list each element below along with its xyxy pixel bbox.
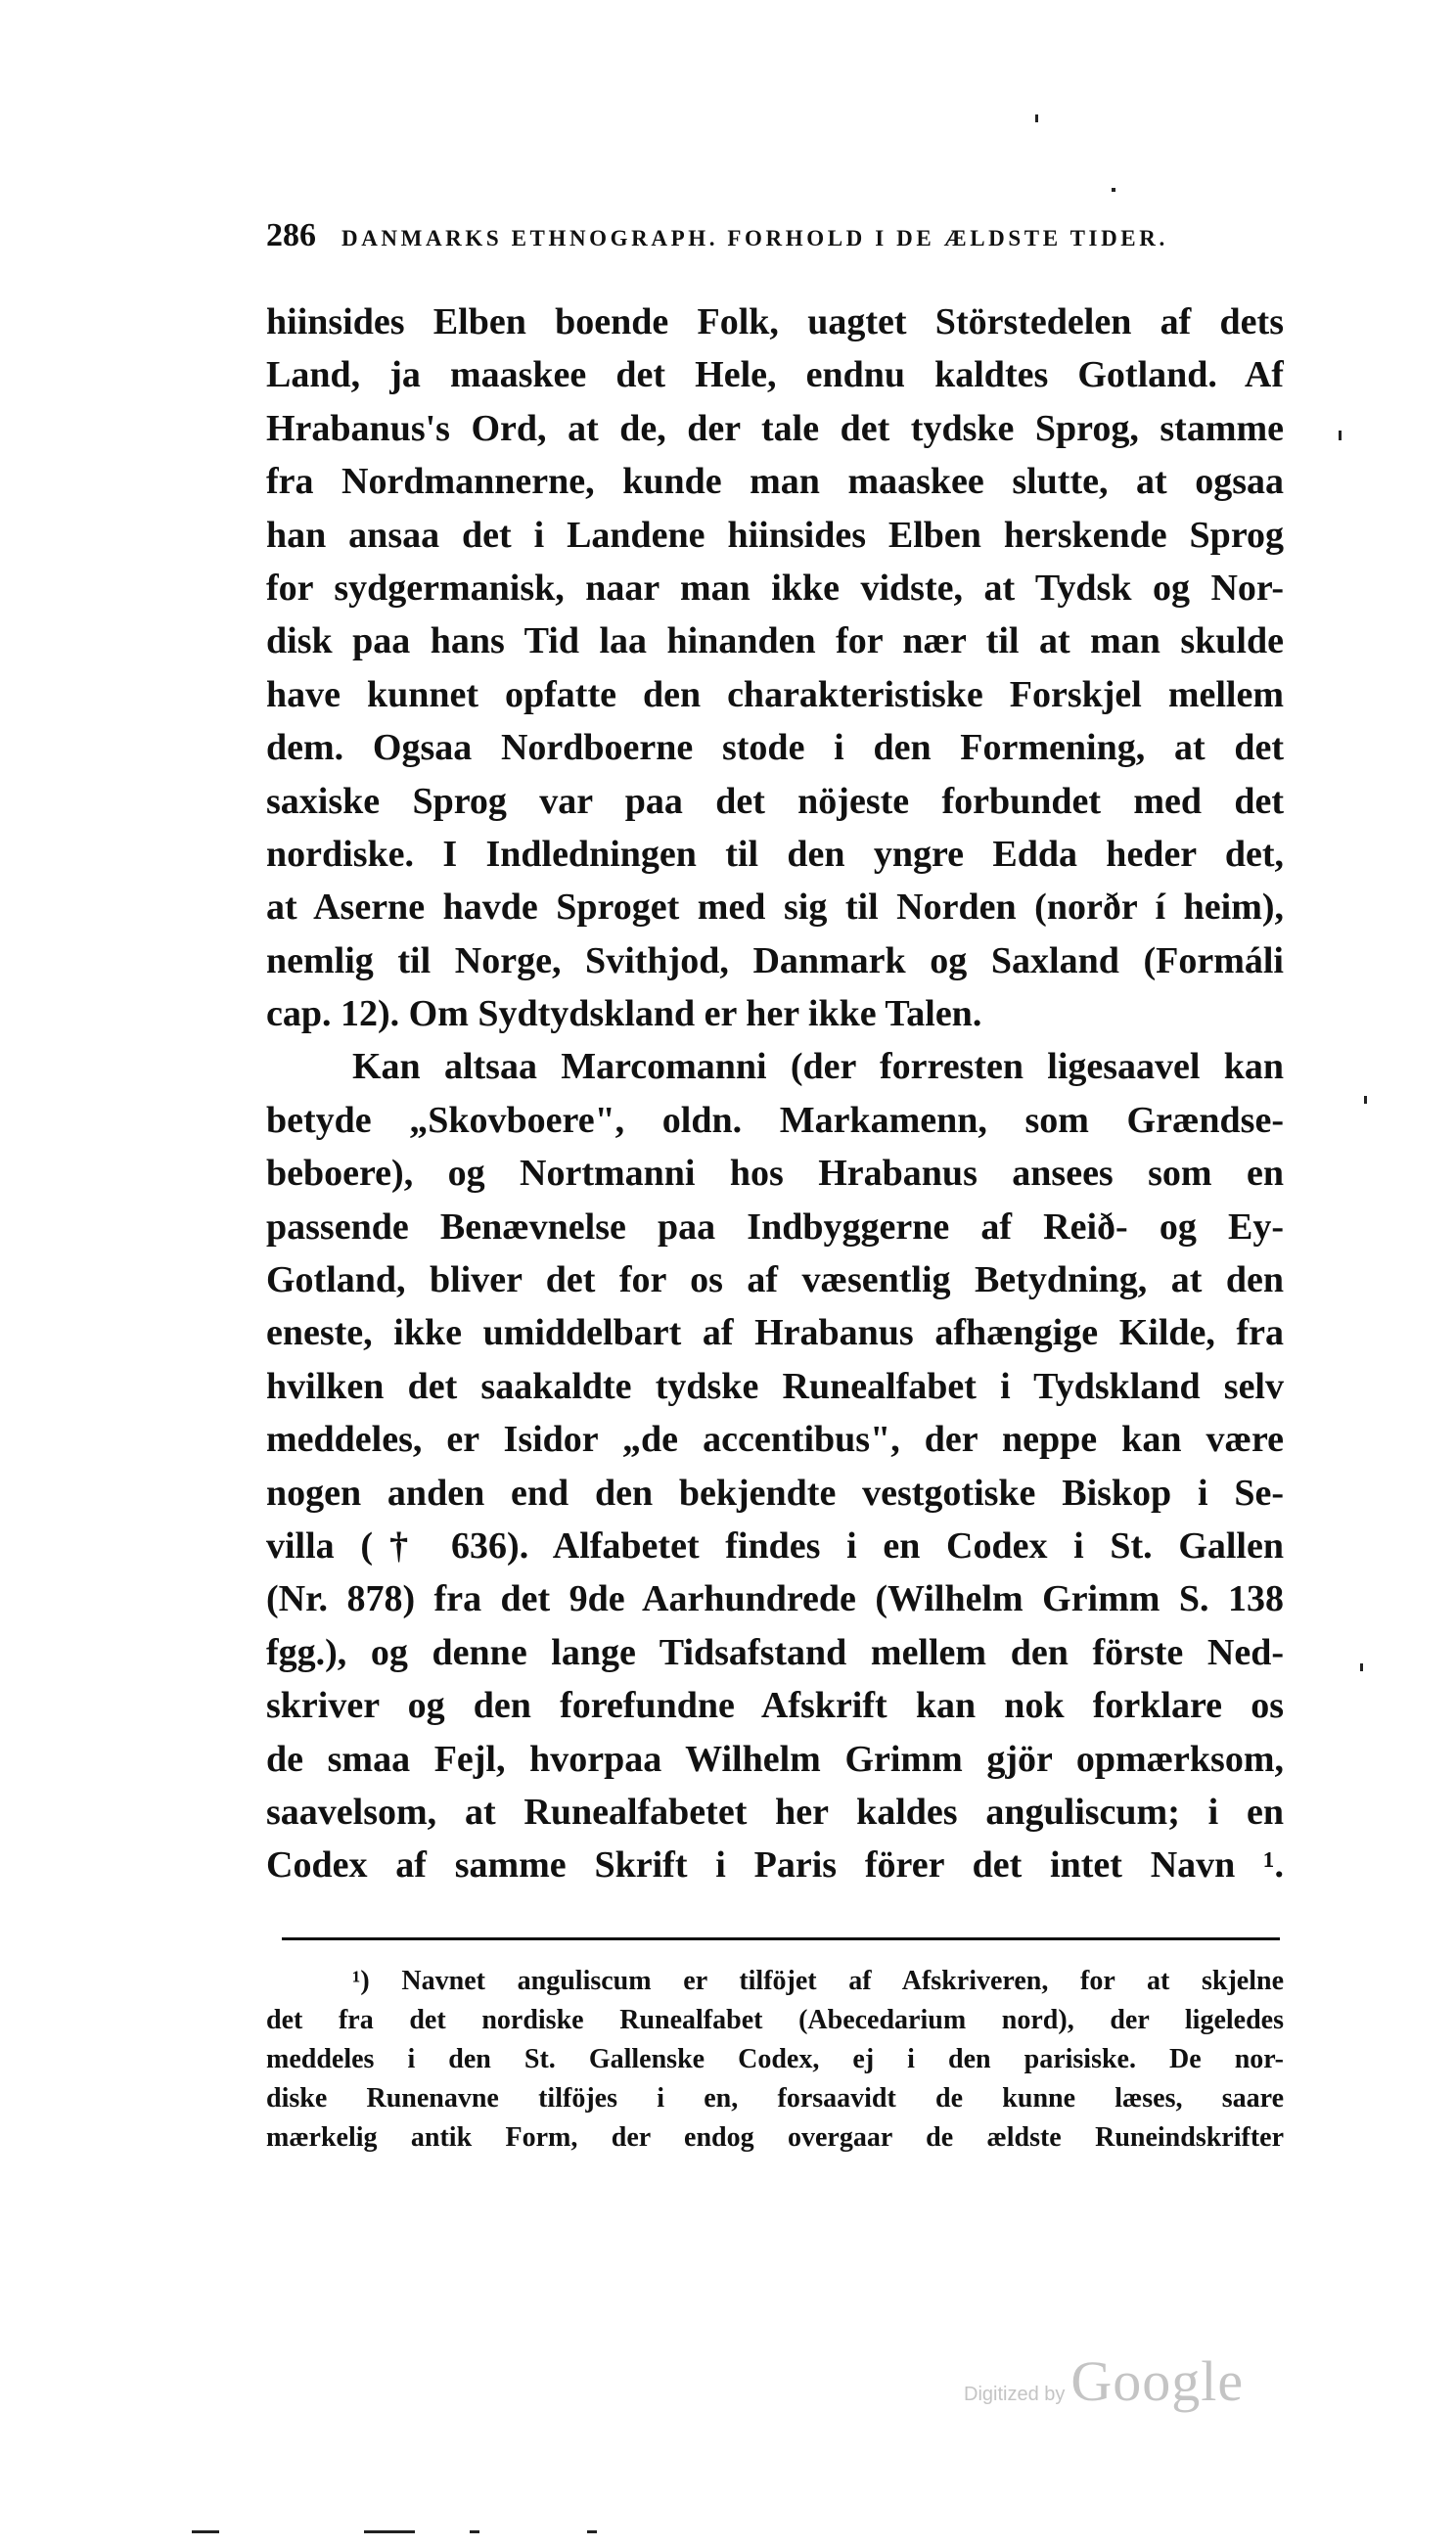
- scan-edge-mark: [470, 2530, 479, 2533]
- footnote: [266, 1962, 1284, 2158]
- body-line: Gotland, bliver det for os af væsentlig Betydning, at den: [266, 1259, 1284, 1301]
- scan-speck: [1360, 1663, 1363, 1671]
- body-line: Kan altsaa Marcomanni (der forresten ligesaavel kan: [352, 1046, 1284, 1088]
- body-line: skriver og den forefundne Afskrift kan nok forklare os: [266, 1685, 1284, 1727]
- body-line: disk paa hans Tid laa hinanden for nær til at man skulde: [266, 620, 1284, 662]
- footnote-line: mærkelig antik Form, der endog overgaar de ældste Runeindskrifter: [266, 2122, 1284, 2153]
- scan-edge-mark: [364, 2530, 415, 2533]
- body-line: dem. Ogsaa Nordboerne stode i den Formening, at det: [266, 727, 1284, 769]
- body-line: Hrabanus's Ord, at de, der tale det tydske Sprog, stamme: [266, 407, 1284, 449]
- body-line: hvilken det saakaldte tydske Runealfabet i Tydskland selv: [266, 1365, 1284, 1407]
- digitization-watermark: [964, 2348, 1244, 2414]
- scan-edge-mark: [192, 2530, 219, 2533]
- scan-speck: [1339, 431, 1342, 440]
- body-line: fra Nordmannerne, kunde man maaskee slutte, at ogsaa: [266, 461, 1284, 503]
- scan-speck: [1112, 188, 1115, 192]
- footnote-separator-rule: [282, 1937, 1280, 1940]
- body-line: (Nr. 878) fra det 9de Aarhundrede (Wilhelm Grimm S. 138: [266, 1578, 1284, 1620]
- running-head: DANMARKS ETHNOGRAPH. FORHOLD I DE ÆLDSTE TIDER.: [341, 226, 1168, 250]
- body-line: hiinsides Elben boende Folk, uagtet Störstedelen af dets: [266, 301, 1284, 342]
- body-line: saxiske Sprog var paa det nöjeste forbundet med det: [266, 780, 1284, 822]
- page-header: [266, 217, 1284, 264]
- body-line: cap. 12). Om Sydtydskland er her ikke Talen.: [266, 993, 982, 1035]
- footnote-line: ¹) Navnet anguliscum er tilföjet af Afskriveren, for at skjelne: [352, 1966, 1284, 1996]
- body-line: eneste, ikke umiddelbart af Hrabanus afhængige Kilde, fra: [266, 1312, 1284, 1354]
- watermark-prefix: Digitized by: [964, 2384, 1066, 2405]
- body-line: for sydgermanisk, naar man ikke vidste, at Tydsk og Nor-: [266, 567, 1284, 609]
- body-line: fgg.), og denne lange Tidsafstand mellem den förste Ned-: [266, 1631, 1284, 1673]
- body-line: nemlig til Norge, Svithjod, Danmark og Saxland (Formáli: [266, 939, 1284, 981]
- body-line: beboere), og Nortmanni hos Hrabanus ansees som en: [266, 1153, 1284, 1195]
- footnote-line: diske Runenavne tilföjes i en, forsaavidt de kunne læses, saare: [266, 2083, 1284, 2114]
- footnote-line: meddeles i den St. Gallenske Codex, ej i den parisiske. De nor-: [266, 2044, 1284, 2074]
- body-line: nogen anden end den bekjendte vestgotiske Biskop i Se-: [266, 1472, 1284, 1514]
- footnote-line: det fra det nordiske Runealfabet (Abecedarium nord), der ligeledes: [266, 2005, 1284, 2035]
- body-text: [266, 296, 1284, 1892]
- page-number: 286: [266, 217, 316, 253]
- body-line: meddeles, er Isidor „de accentibus", der neppe kan være: [266, 1419, 1284, 1461]
- body-line: betyde „Skovboere", oldn. Markamenn, som Grændse-: [266, 1099, 1284, 1141]
- scan-edge-mark: [587, 2530, 597, 2533]
- body-line: nordiske. I Indledningen til den yngre Edda heder det,: [266, 833, 1284, 875]
- body-line: de smaa Fejl, hvorpaa Wilhelm Grimm gjör opmærksom,: [266, 1738, 1284, 1780]
- body-line: saavelsom, at Runealfabetet her kaldes anguliscum; i en: [266, 1791, 1284, 1833]
- google-logo: Google: [1070, 2349, 1245, 2413]
- body-line: Codex af samme Skrift i Paris förer det intet Navn ¹.: [266, 1844, 1284, 1887]
- body-line: han ansaa det i Landene hiinsides Elben herskende Sprog: [266, 514, 1284, 556]
- scan-speck: [1364, 1096, 1367, 1104]
- body-line: at Aserne havde Sproget med sig til Norden (norðr í heim),: [266, 887, 1284, 929]
- body-line: have kunnet opfatte den charakteristiske Forskjel mellem: [266, 673, 1284, 715]
- body-line: villa († 636). Alfabetet findes i en Codex i St. Gallen: [266, 1524, 1284, 1567]
- body-line: passende Benævnelse paa Indbyggerne af Reið- og Ey-: [266, 1205, 1284, 1248]
- body-line: Land, ja maaskee det Hele, endnu kaldtes Gotland. Af: [266, 354, 1284, 396]
- scan-speck: [1035, 114, 1038, 122]
